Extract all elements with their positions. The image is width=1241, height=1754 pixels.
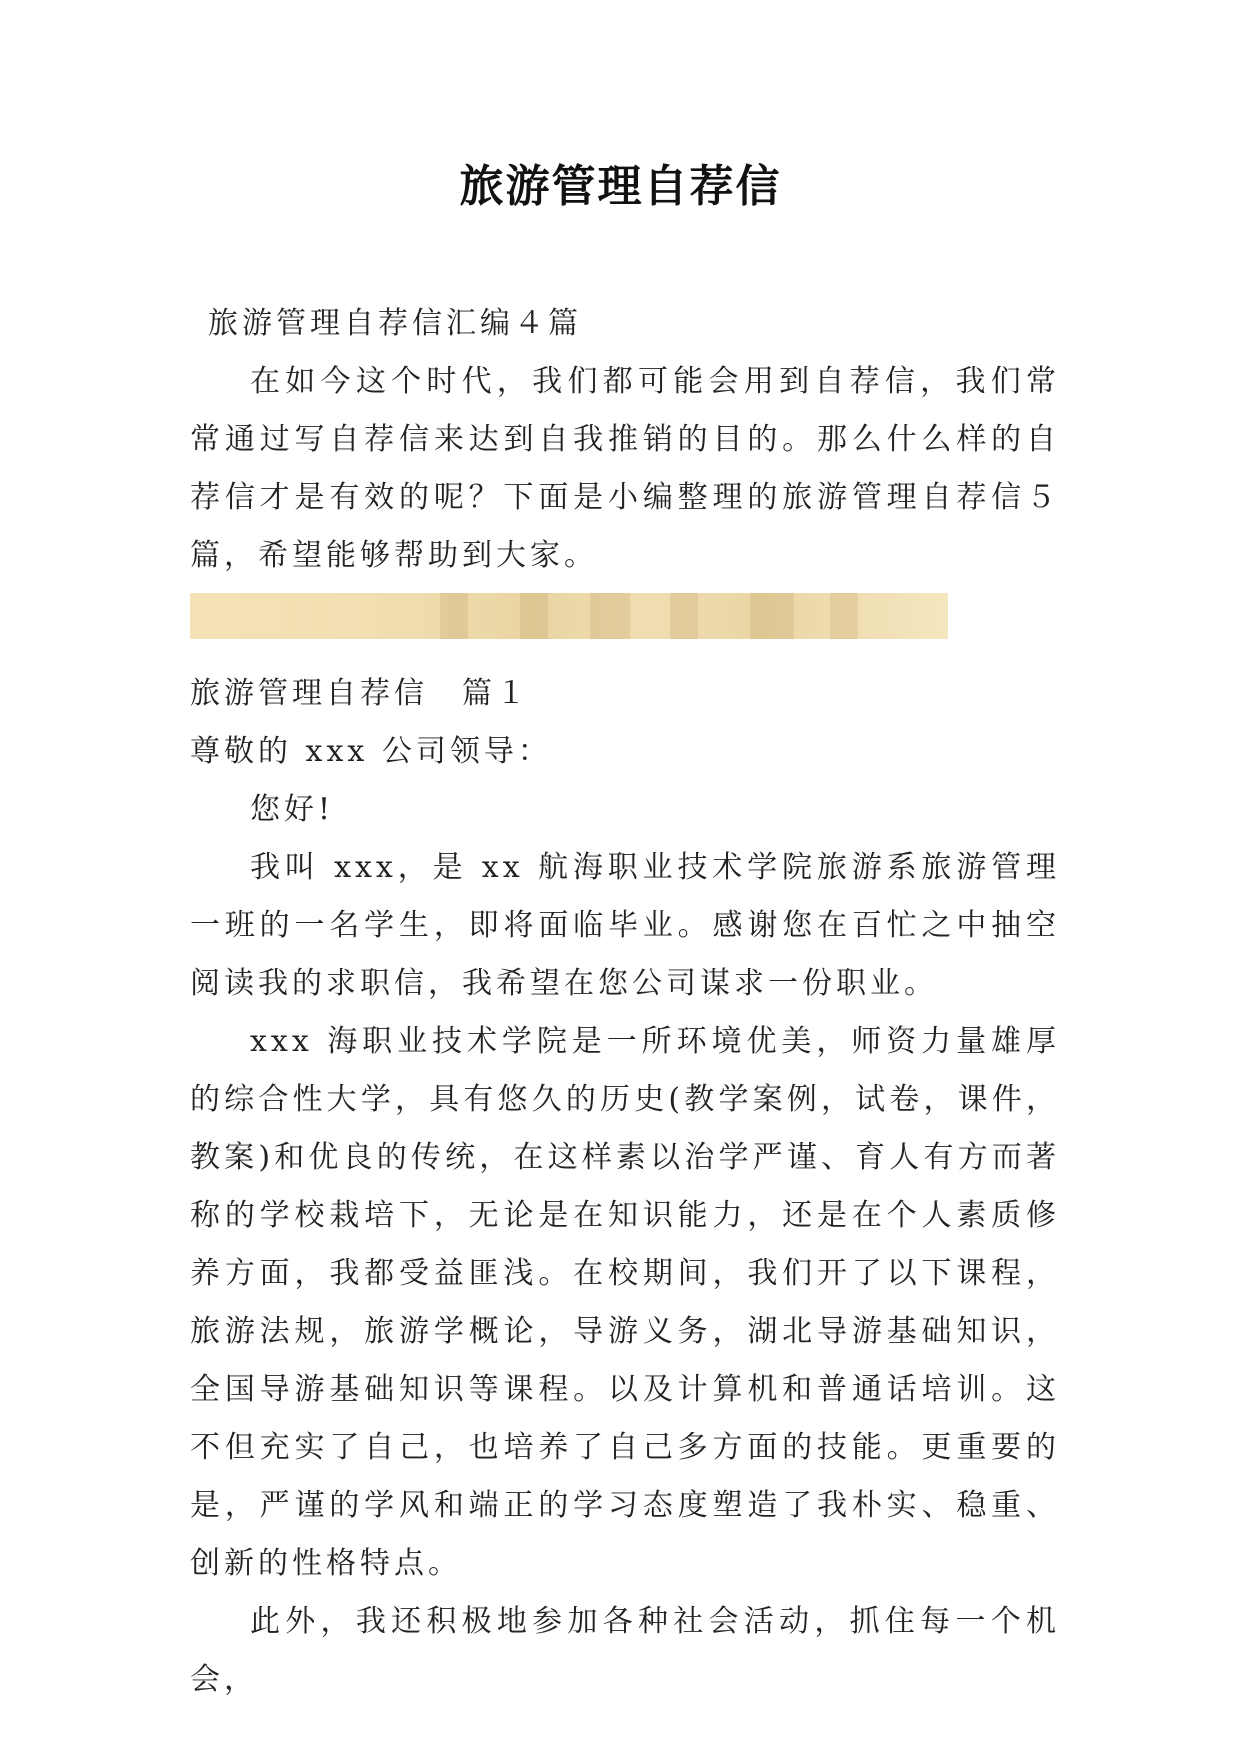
body-paragraph-1: 我叫 xxx，是 xx 航海职业技术学院旅游系旅游管理一班的一名学生，即将面临毕业。感谢您在百忙之中抽空阅读我的求职信，我希望在您公司谋求一份职业。 bbox=[190, 850, 1060, 1001]
document-subtitle: 旅游管理自荐信汇编４篇 bbox=[208, 306, 582, 341]
body-paragraph-3: 此外，我还积极地参加各种社会活动，抓住每一个机会， bbox=[190, 1604, 1060, 1697]
document-body bbox=[190, 295, 1060, 1709]
section-heading: 旅游管理自荐信 篇１ bbox=[190, 676, 530, 711]
decorative-banner-image bbox=[190, 593, 948, 639]
salutation: 尊敬的 xxx 公司领导： bbox=[190, 734, 552, 769]
document-title: 旅游管理自荐信 bbox=[459, 161, 782, 212]
body-paragraph-2: xxx 海职业技术学院是一所环境优美，师资力量雄厚的综合性大学，具有悠久的历史(教学案例，试卷，课件，教案)和优良的传统，在这样素以治学严谨、育人有方而著称的学校栽培下，无论是在知识能力，还是在个人素质修养方面，我都受益匪浅。在校期间，我们开了以下课程，旅游法规，旅游学概论，导游义务，湖北导游基础知识，全国导游基础知识等课程。以及计算机和普通话培训。这不但充实了自己，也培养了自己多方面的技能。更重要的是，严谨的学风和端正的学习态度塑造了我朴实、稳重、创新的性格特点。 bbox=[190, 1024, 1060, 1581]
intro-paragraph: 在如今这个时代，我们都可能会用到自荐信，我们常常通过写自荐信来达到自我推销的目的。那么什么样的自荐信才是有效的呢？下面是小编整理的旅游管理自荐信５篇，希望能够帮助到大家。 bbox=[190, 364, 1060, 573]
greeting: 您好! bbox=[250, 792, 335, 827]
